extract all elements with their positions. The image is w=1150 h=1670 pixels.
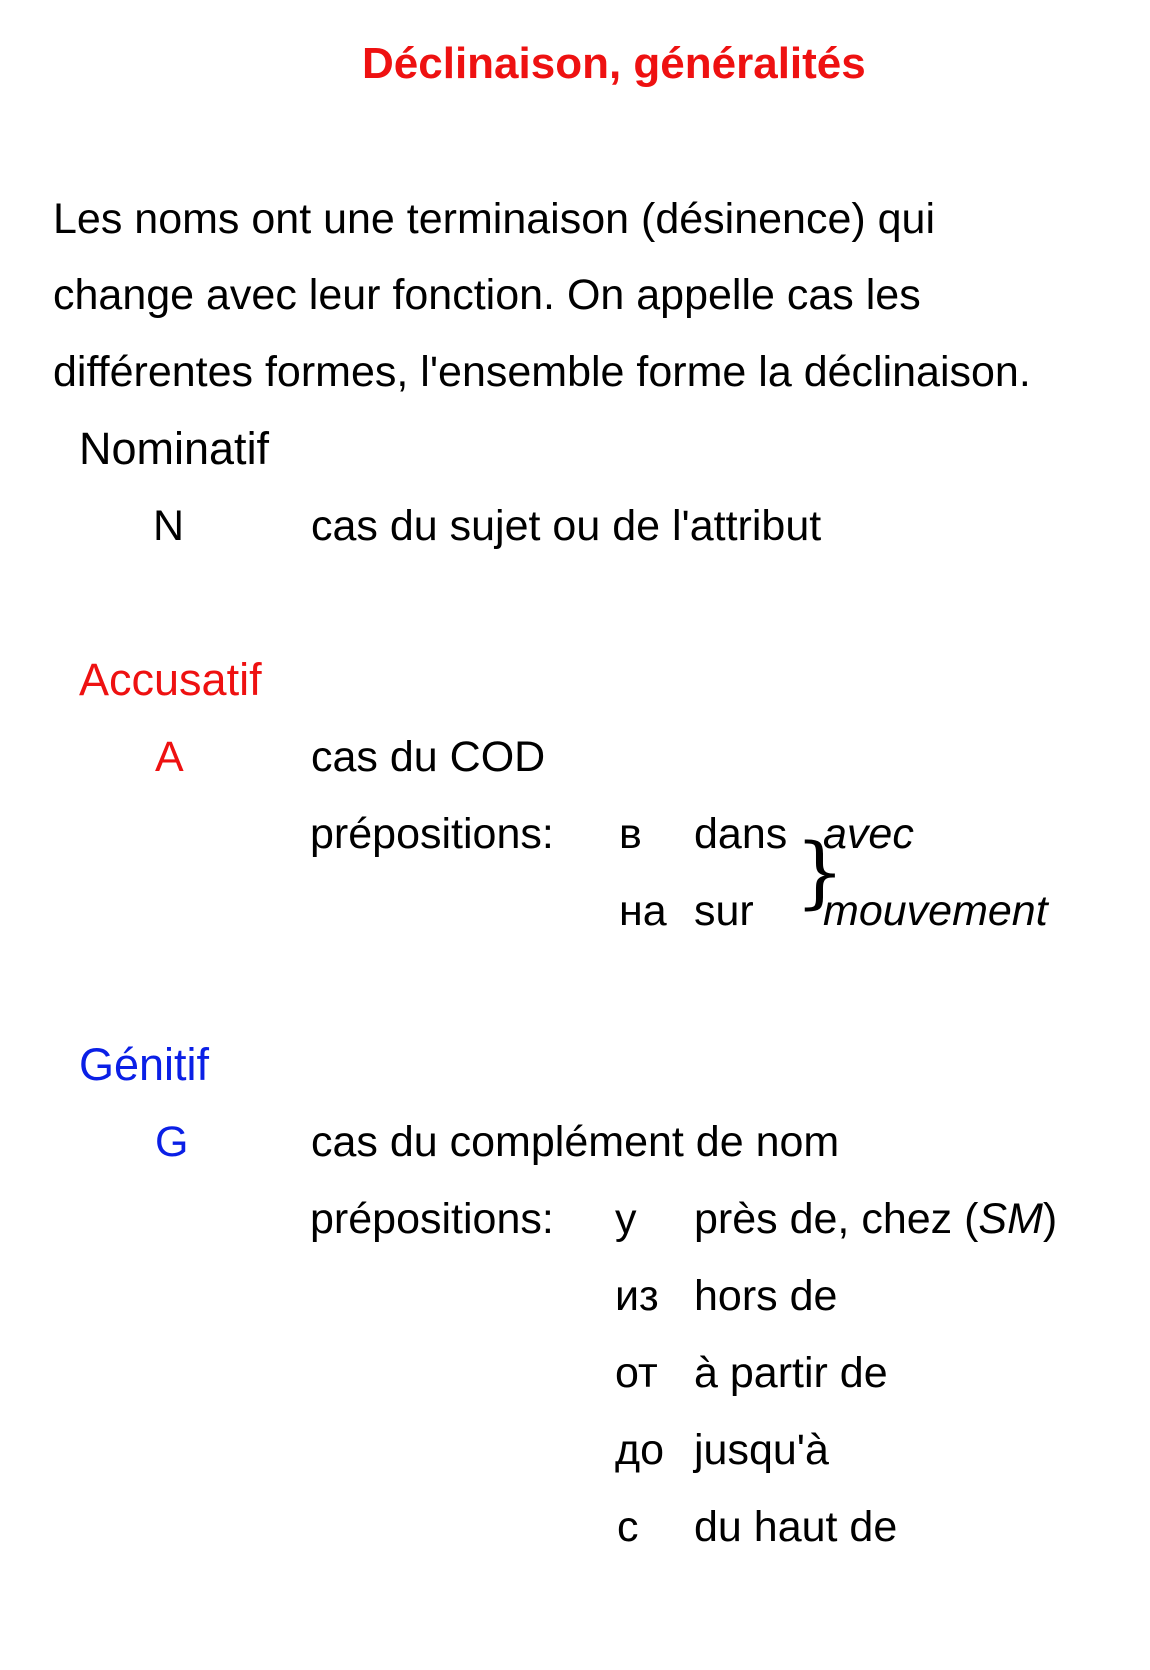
genitive-prep-fr-main: près de, chez ( <box>694 1195 979 1243</box>
genitive-prep-fr: du haut de <box>694 1503 898 1551</box>
genitive-heading: Génitif <box>79 1039 210 1090</box>
page-title: Déclinaison, généralités <box>362 39 866 88</box>
accusative-note-line-1: avec <box>823 810 914 858</box>
intro-line-2: change avec leur fonction. On appelle cas les <box>53 271 921 319</box>
genitive-prep-fr: hors de <box>694 1272 838 1320</box>
genitive-prep-ru: с <box>617 1503 639 1551</box>
accusative-prep-fr: sur <box>694 887 754 935</box>
intro-line-3: différentes formes, l'ensemble forme la déclinaison. <box>53 348 1031 396</box>
genitive-prep-ru: из <box>615 1272 659 1320</box>
genitive-description: cas du complément de nom <box>311 1118 840 1166</box>
nominative-description: cas du sujet ou de l'attribut <box>311 502 822 550</box>
genitive-prepositions-label: prépositions: <box>310 1195 554 1243</box>
accusative-prep-ru: на <box>619 887 667 935</box>
accusative-note <box>823 810 914 858</box>
accusative-description: cas du COD <box>311 733 546 781</box>
curly-brace-icon: } <box>795 828 845 918</box>
genitive-prep-fr: jusqu'à <box>694 1426 829 1474</box>
genitive-prep-fr <box>694 1195 1058 1243</box>
accusative-prep-fr: dans <box>694 810 788 858</box>
nominative-abbr: N <box>153 502 185 550</box>
genitive-abbr: G <box>155 1118 189 1166</box>
genitive-prep-ru: до <box>615 1426 665 1474</box>
accusative-note-line-2: mouvement <box>823 887 1048 935</box>
accusative-abbr: A <box>155 733 184 781</box>
intro-line-1: Les noms ont une terminaison (désinence) qui <box>53 195 936 243</box>
accusative-heading: Accusatif <box>79 654 262 705</box>
accusative-prep-ru: в <box>619 810 642 858</box>
genitive-prep-fr: à partir de <box>694 1349 888 1397</box>
genitive-prep-fr-italic: SM <box>978 1195 1043 1243</box>
nominative-heading: Nominatif <box>79 423 270 474</box>
genitive-prep-fr-close: ) <box>1042 1195 1058 1243</box>
accusative-note <box>823 887 1048 935</box>
genitive-prep-ru: от <box>615 1349 658 1397</box>
genitive-prep-ru: у <box>615 1195 637 1243</box>
accusative-prepositions-label: prépositions: <box>310 810 554 858</box>
